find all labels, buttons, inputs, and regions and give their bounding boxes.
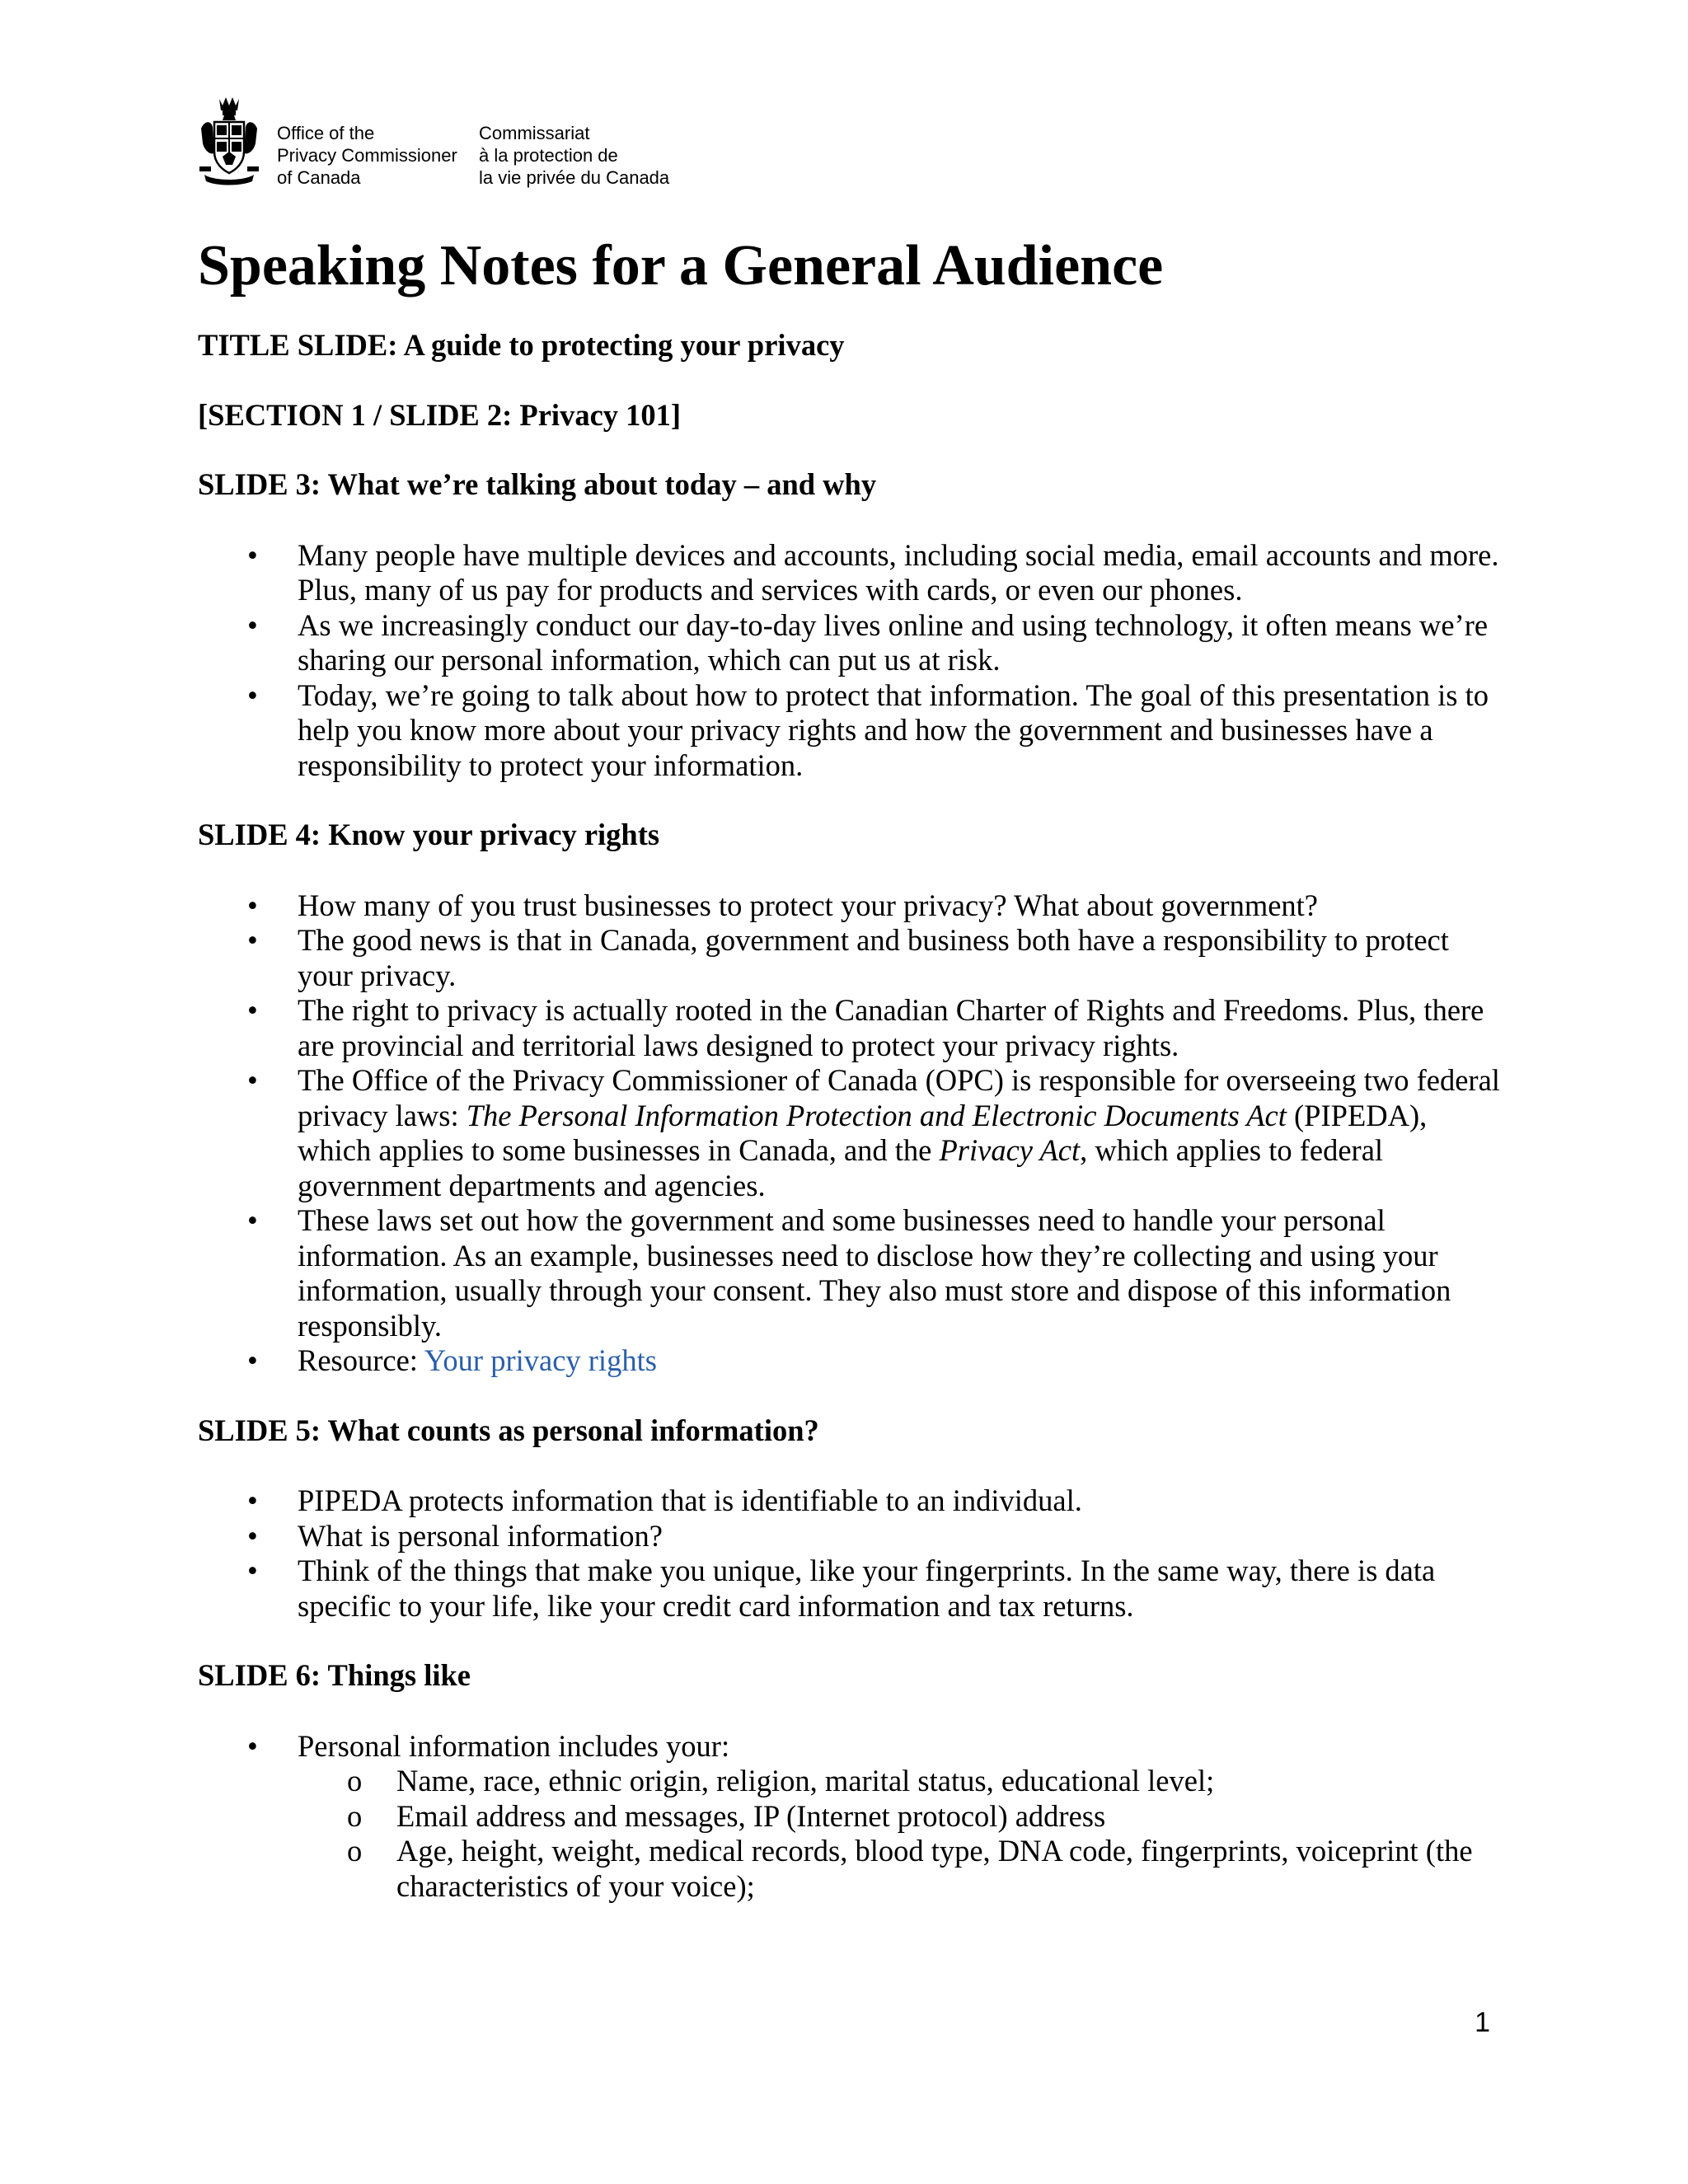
list-item (198, 888, 1500, 924)
org-name-french (479, 122, 669, 189)
slide-6-sublist (298, 1764, 1500, 1904)
list-item-text: Today, we’re going to talk about how to protect that information. The goal of this presentation is to help you know more about your privacy rights and how the government and businesses have a responsibility to protect your information. (298, 677, 1489, 782)
page-number: 1 (1475, 2007, 1490, 2038)
resource-label: Resource: (298, 1343, 424, 1377)
list-item-text: Think of the things that make you unique, like your fingerprints. In the same way, there is data specific to your life, like your credit card information and tax returns. (298, 1554, 1436, 1623)
sub-list-item (298, 1799, 1500, 1835)
sub-bullet-icon: o (347, 1834, 363, 1868)
section-1-heading: [SECTION 1 / SLIDE 2: Privacy 101] (198, 397, 682, 432)
bullet-icon: • (247, 1203, 258, 1237)
bullet-icon: • (247, 1554, 258, 1587)
sub-list-item-text: Age, height, weight, medical records, blood type, DNA code, fingerprints, voiceprint (the characteristics of your voice); (396, 1834, 1473, 1903)
org-name-fr-line: Commissariat (479, 123, 590, 143)
org-name-en-line: Office of the (277, 123, 375, 143)
list-item (198, 538, 1500, 608)
sub-list-item-text: Name, race, ethnic origin, religion, marital status, educational level; (396, 1764, 1215, 1797)
list-item-text: The right to privacy is actually rooted in the Canadian Charter of Rights and Freedoms. Plus, there are provincial and territorial laws designed to protect your privacy rights. (298, 993, 1484, 1062)
org-name-fr-line: la vie privée du Canada (479, 167, 670, 188)
list-item (198, 923, 1500, 993)
bullet-icon: • (247, 1063, 258, 1097)
slide-6-list (198, 1729, 1500, 1905)
slide-5-list (198, 1483, 1500, 1624)
org-name-fr-line: à la protection de (479, 145, 618, 166)
bullet-icon: • (247, 1343, 258, 1377)
bullet-icon: • (247, 607, 258, 642)
bullet-icon: • (247, 677, 258, 712)
bullet-icon: • (247, 1728, 258, 1763)
slide-3-list (198, 538, 1500, 784)
list-item-text: Many people have multiple devices and accounts, including social media, email accounts and more. Plus, many of us pay for products and services with cards, or even our phones. (298, 537, 1499, 607)
list-item (198, 1343, 1500, 1379)
list-item (198, 1483, 1500, 1519)
bullet-icon: • (247, 888, 258, 922)
privacy-rights-link[interactable]: Your privacy rights (424, 1343, 657, 1377)
slide-3-heading: SLIDE 3: What we’re talking about today – and why (198, 467, 877, 501)
title-slide-heading: TITLE SLIDE: A guide to protecting your privacy (198, 328, 845, 362)
act-title-privacy-act: Privacy Act (939, 1133, 1081, 1167)
list-item-text: , which applies to federal government departments and agencies. (298, 1133, 1384, 1202)
org-name-english (277, 122, 479, 189)
bullet-icon: • (247, 923, 258, 957)
list-item-text: How many of you trust businesses to protect your privacy? What about government? (298, 888, 1319, 922)
document-body (198, 328, 1500, 1938)
sub-bullet-icon: o (347, 1764, 363, 1797)
list-item (198, 1554, 1500, 1624)
list-item (198, 1729, 1500, 1905)
sub-list-item (298, 1834, 1500, 1904)
sub-bullet-icon: o (347, 1798, 363, 1833)
bullet-icon: • (247, 1518, 258, 1553)
slide-4-list (198, 888, 1500, 1379)
list-item (198, 608, 1500, 678)
sub-list-item-text: Email address and messages, IP (Internet protocol) address (396, 1798, 1106, 1833)
slide-6-heading: SLIDE 6: Things like (198, 1658, 471, 1692)
list-item (198, 993, 1500, 1063)
slide-4-heading: SLIDE 4: Know your privacy rights (198, 818, 660, 851)
list-item-text: The Office of the Privacy Commissioner of Canada (OPC) is responsible for overseeing two federal privacy laws: (298, 1063, 1500, 1132)
list-item-text: PIPEDA protects information that is identifiable to an individual. (298, 1483, 1082, 1517)
sub-list-item (298, 1764, 1500, 1799)
act-title-pipeda: The Personal Information Protection and Electronic Documents Act (466, 1098, 1287, 1132)
list-item-text: What is personal information? (298, 1518, 663, 1553)
document-title: Speaking Notes for a General Audience (198, 234, 1164, 298)
list-item-text: The good news is that in Canada, government and business both have a responsibility to protect your privacy. (298, 923, 1449, 992)
list-item-text: Personal information includes your: (298, 1728, 730, 1763)
slide-5-heading: SLIDE 5: What counts as personal information? (198, 1413, 819, 1447)
list-item (198, 1519, 1500, 1554)
list-item-text: These laws set out how the government and some businesses need to handle your personal information. As an example, businesses need to disclose how they’re collecting and using your information, usually through your consent. They also must store and dispose of this information responsibly. (298, 1203, 1451, 1343)
letterhead (198, 96, 669, 188)
list-item (198, 1203, 1500, 1343)
org-name-en-line: of Canada (277, 167, 361, 188)
bullet-icon: • (247, 993, 258, 1027)
org-name-en-line: Privacy Commissioner (277, 145, 457, 166)
list-item (198, 678, 1500, 784)
list-item-text: As we increasingly conduct our day-to-day lives online and using technology, it often means we’re sharing our personal information, which can put us at risk. (298, 607, 1489, 677)
list-item (198, 1063, 1500, 1203)
bullet-icon: • (247, 537, 258, 572)
coat-of-arms-icon (198, 96, 260, 186)
bullet-icon: • (247, 1483, 258, 1517)
list-item-text: (PIPEDA), which applies to some businesses in Canada, and the (298, 1098, 1428, 1167)
